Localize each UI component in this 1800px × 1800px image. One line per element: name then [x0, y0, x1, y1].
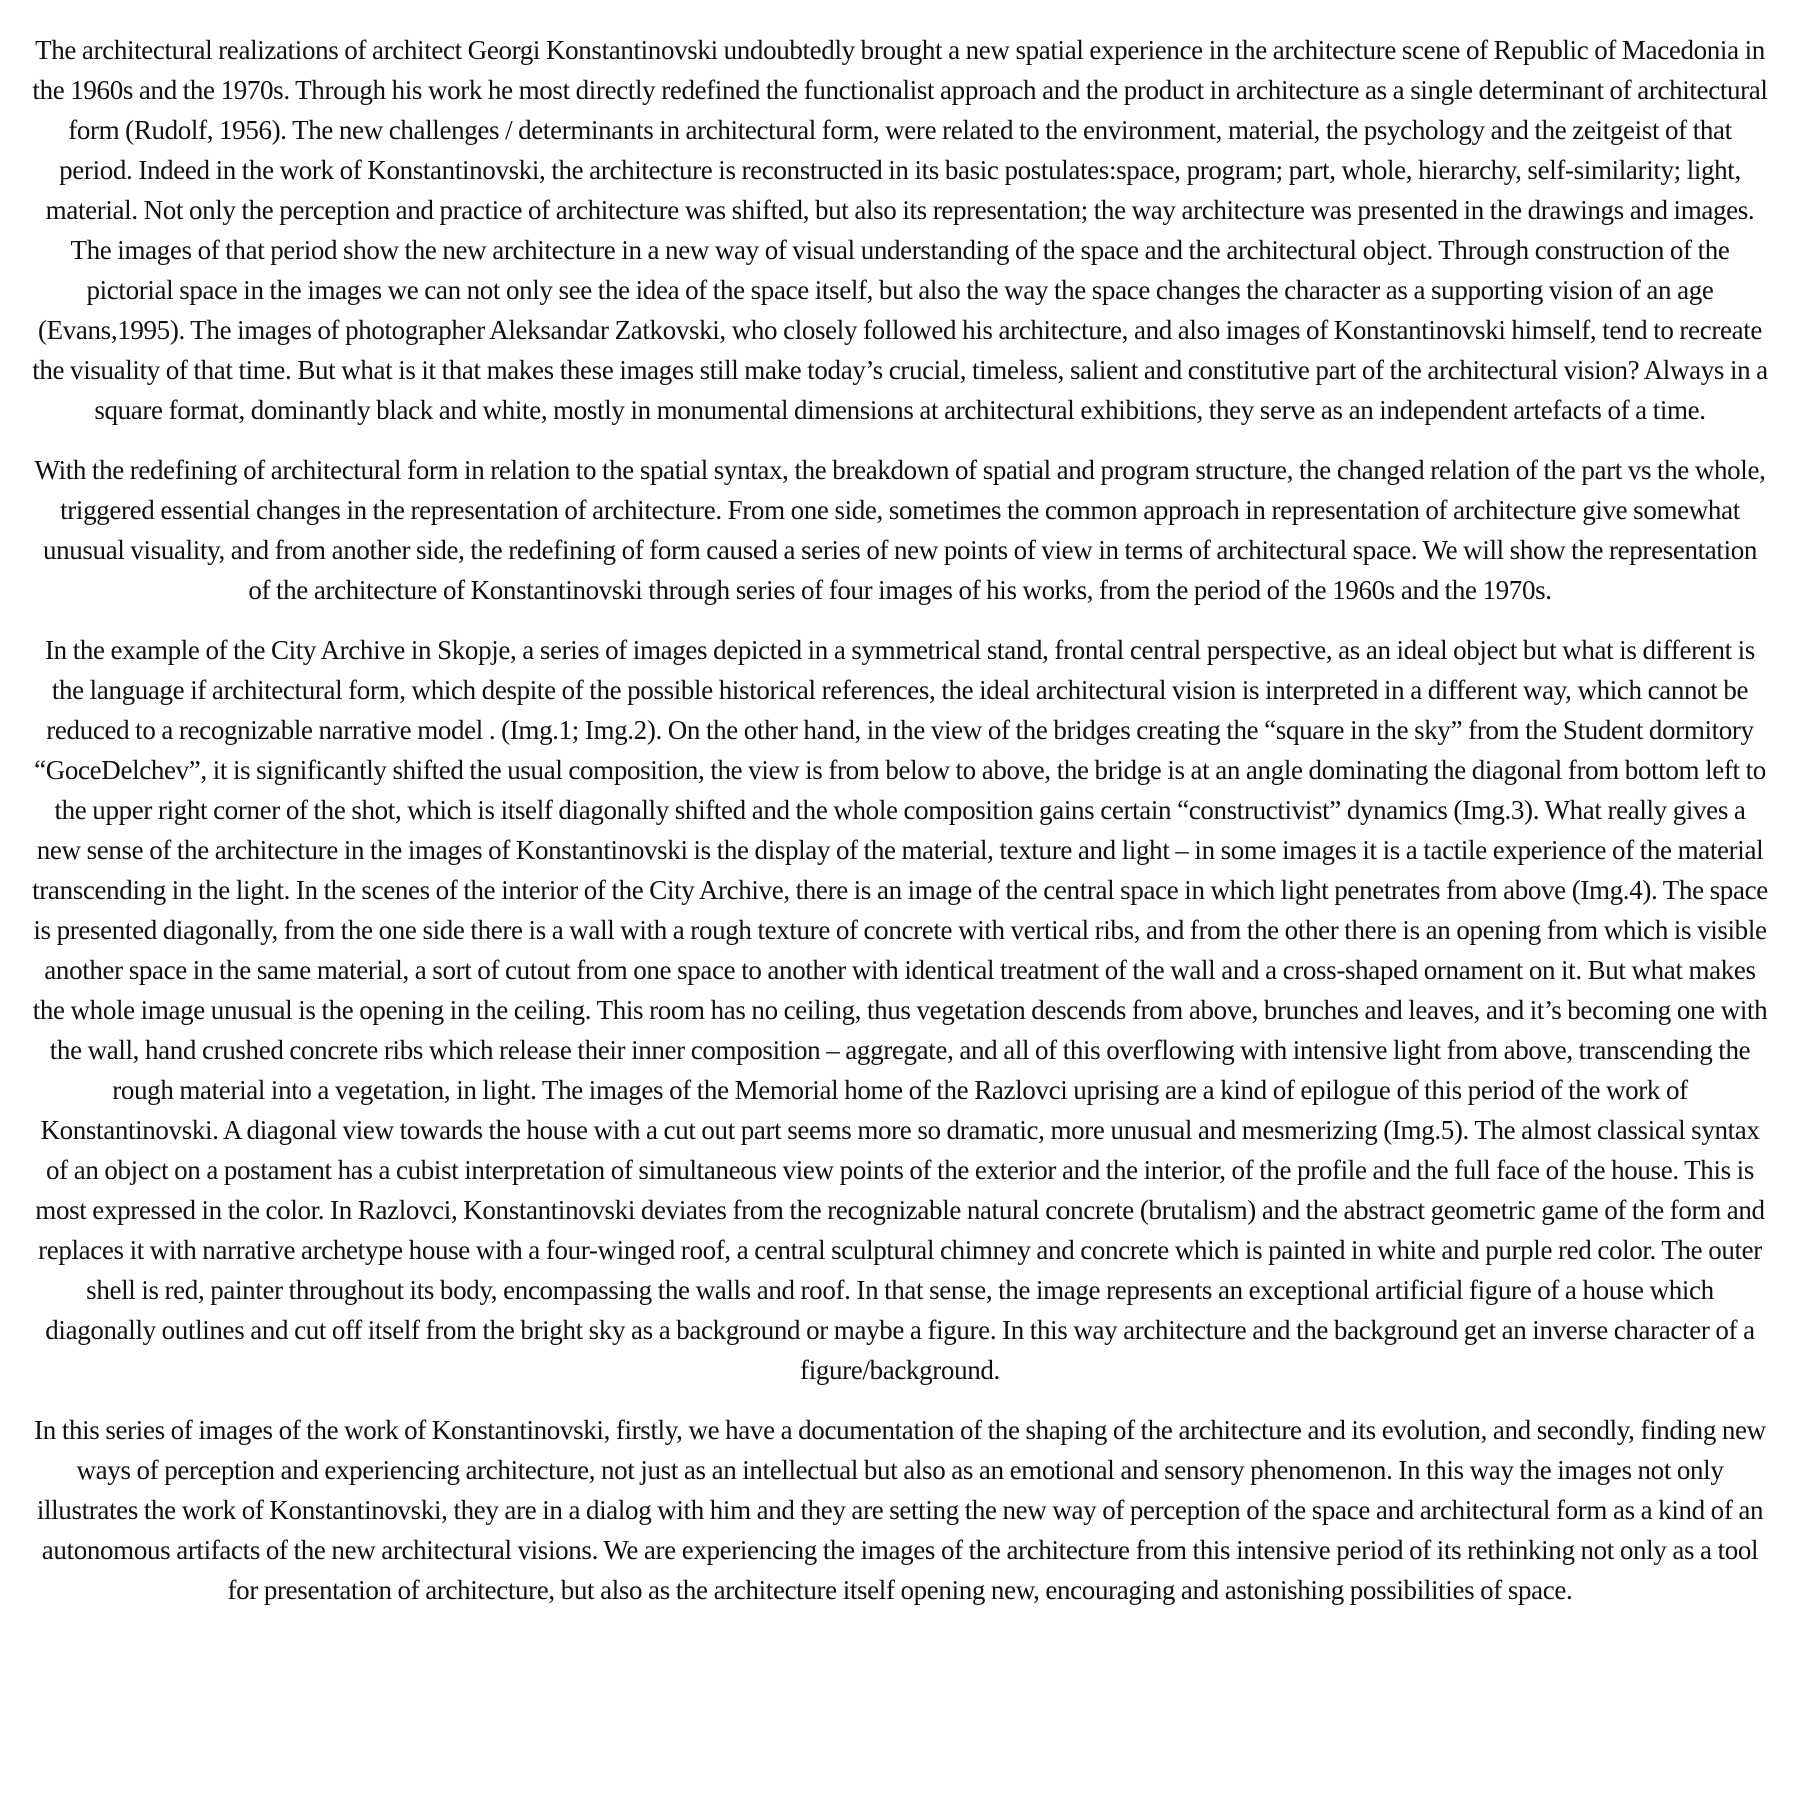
document-page	[30, 30, 1770, 1770]
paragraph-image-examples: In the example of the City Archive in Skopje, a series of images depicted in a symmetrical stand, frontal central perspective, as an ideal object but what is different is the language if architectural form, which despite of the possible historical references, the ideal architectural vision is interpreted in a different way, which cannot be reduced to a recognizable narrative model . (Img.1; Img.2). On the other hand, in the view of the bridges creating the “square in the sky” from the Student dormitory “GoceDelchev”, it is significantly shifted the usual composition, the view is from below to above, the bridge is at an angle dominating the diagonal from bottom left to the upper right corner of the shot, which is itself diagonally shifted and the whole composition gains certain “constructivist” dynamics (Img.3). What really gives a new sense of the architecture in the images of Konstantinovski is the display of the material, texture and light – in some images it is a tactile experience of the material transcending in the light. In the scenes of the interior of the City Archive, there is an image of the central space in which light penetrates from above (Img.4). The space is presented diagonally, from the one side there is a wall with a rough texture of concrete with vertical ribs, and from the other there is an opening from which is visible another space in the same material, a sort of cutout from one space to another with identical treatment of the wall and a cross-shaped ornament on it. But what makes the whole image unusual is the opening in the ceiling. This room has no ceiling, thus vegetation descends from above, brunches and leaves, and it’s becoming one with the wall, hand crushed concrete ribs which release their inner composition – aggregate, and all of this overflowing with intensive light from above, transcending the rough material into a vegetation, in light. The images of the Memorial home of the Razlovci uprising are a kind of epilogue of this period of the work of Konstantinovski. A diagonal view towards the house with a cut out part seems more so dramatic, more unusual and mesmerizing (Img.5). The almost classical syntax of an object on a postament has a cubist interpretation of simultaneous view points of the exterior and the interior, of the profile and the full face of the house. This is most expressed in the color. In Razlovci, Konstantinovski deviates from the recognizable natural concrete (brutalism) and the abstract geometric game of the form and replaces it with narrative archetype house with a four-winged roof, a central sculptural chimney and concrete which is painted in white and purple red color. The outer shell is red, painter throughout its body, encompassing the walls and roof. In that sense, the image represents an exceptional artificial figure of a house which diagonally outlines and cut off itself from the bright sky as a background or maybe a figure. In this way architecture and the background get an inverse character of a figure/background.	[32, 635, 1768, 1385]
paragraph-redefining-architectural-form: With the redefining of architectural form in relation to the spatial syntax, the breakdown of spatial and program structure, the changed relation of the part vs the whole, triggered essential changes in the representation of architecture. From one side, sometimes the common approach in representation of architecture give somewhat unusual visuality, and from another side, the redefining of form caused a series of new points of view in terms of architectural space. We will show the representation of the architecture of Konstantinovski through series of four images of his works, from the period of the 1960s and the 1970s.	[34, 455, 1766, 605]
paragraph-konstantinovski-introduction: The architectural realizations of architect Georgi Konstantinovski undoubtedly brought a new spatial experience in the architecture scene of Republic of Macedonia in the 1960s and the 1970s. Through his work he most directly redefined the functionalist approach and the product in architecture as a single determinant of architectural form (Rudolf, 1956). The new challenges / determinants in architectural form, were related to the environment, material, the psychology and the zeitgeist of that period. Indeed in the work of Konstantinovski, the architecture is reconstructed in its basic postulates:space, program; part, whole, hierarchy, self-similarity; light, material. Not only the perception and practice of architecture was shifted, but also its representation; the way architecture was presented in the drawings and images. The images of that period show the new architecture in a new way of visual understanding of the space and the architectural object. Through construction of the pictorial space in the images we can not only see the idea of the space itself, but also the way the space changes the character as a supporting vision of an age (Evans,1995). The images of photographer Aleksandar Zatkovski, who closely followed his architecture, and also images of Konstantinovski himself, tend to recreate the visuality of that time. But what is it that makes these images still make today’s crucial, timeless, salient and constitutive part of the architectural vision? Always in a square format, dominantly black and white, mostly in monumental dimensions at architectural exhibitions, they serve as an independent artefacts of a time.	[32, 35, 1768, 425]
paragraph-conclusion: In this series of images of the work of Konstantinovski, firstly, we have a documentation of the shaping of the architecture and its evolution, and secondly, finding new ways of perception and experiencing architecture, not just as an intellectual but also as an emotional and sensory phenomenon. In this way the images not only illustrates the work of Konstantinovski, they are in a dialog with him and they are setting the new way of perception of the space and architectural form as a kind of an autonomous artifacts of the new architectural visions. We are experiencing the images of the architecture from this intensive period of its rethinking not only as a tool for presentation of architecture, but also as the architecture itself opening new, encouraging and astonishing possibilities of space.	[34, 1415, 1766, 1605]
